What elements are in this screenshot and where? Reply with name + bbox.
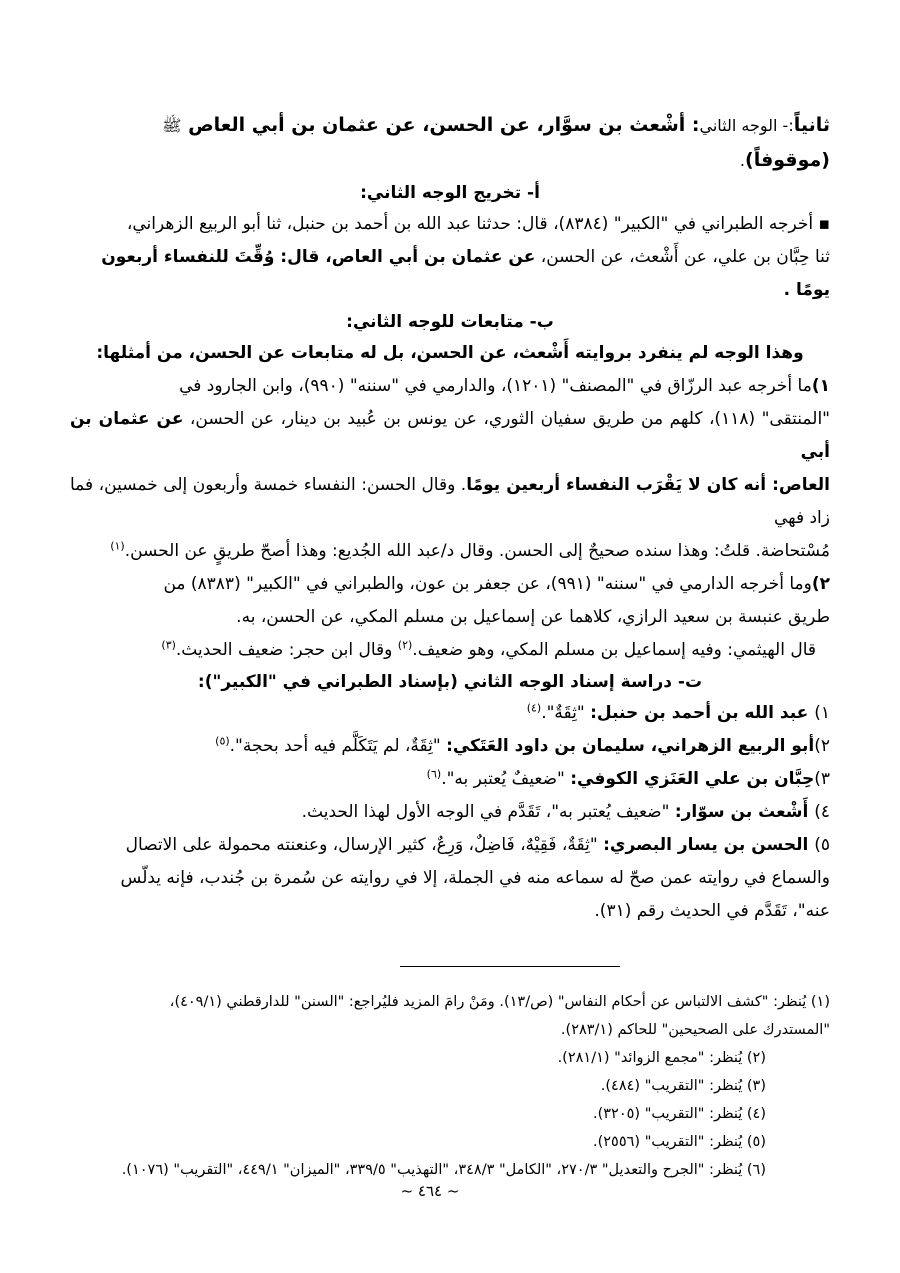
takhrij-heading: أ- تخريج الوجه الثاني: <box>360 183 540 203</box>
mutabaat-heading: ب- متابعات للوجه الثاني: <box>346 312 554 332</box>
item2-line-2: طريق عنبسة بن سعيد الرازي، كلاهما عن إسماعيل بن مسلم المكي، عن الحسن، به. <box>236 607 830 627</box>
footnote-ref-2: (٢) <box>397 638 413 652</box>
footnote-separator-area <box>70 928 830 988</box>
item1-line-3: العاص: أنه كان لا يَقْرَب النفساء أربعين يومًا. وقال الحسن: النفساء خمسة وأربعون إلى خمسين، فما زاد فهي <box>70 475 830 528</box>
section-chain: : أشْعث بن سوَّار، عن الحسن، عن عثمان بن أبي العاص <box>188 114 700 136</box>
item2-line-1: ٢)وما أخرجه الدارمي في "سننه" (٩٩١)، عن جعفر بن عون، والطبراني في "الكبير" (٨٣٨٣) من <box>163 574 830 594</box>
page-number: ~ ٤٦٤ ~ <box>400 1182 460 1200</box>
mutabaat-intro: وهذا الوجه لم ينفرد بروايته أَشْعث، عن الحسن، بل له متابعات عن الحسن، من أمثلها: <box>96 343 804 363</box>
footnote-4: (٤) يُنظر: "التقريب" (٣٢٠٥). <box>592 1106 766 1122</box>
footnote-5: (٥) يُنظر: "التقريب" (٢٥٥٦). <box>592 1134 766 1150</box>
section-tag: (موقوفاً) <box>745 149 830 171</box>
page-body <box>70 108 830 1200</box>
section-heading: ثانياً:- الوجه الثاني: أشْعث بن سوَّار، عن الحسن، عن عثمان بن أبي العاص ﷺ (موقوفاً). <box>162 114 830 171</box>
dirasa-heading: ت- دراسة إسناد الوجه الثاني (بإسناد الطبراني في "الكبير"): <box>197 672 703 692</box>
narrator-5-line-2: والسماع في روايته عمن صحّ له سماعه منه في الجملة، إلا في روايته عن سُمرة بن جُندب، فإنه يدلّس <box>120 868 830 888</box>
item1-line-2: "المنتقى" (١١٨)، كلهم من طريق سفيان الثوري، عن يونس بن عُبيد بن دينار، عن الحسن، عن عثمان بن أبي <box>70 409 830 462</box>
section-title: :- الوجه الثاني <box>699 116 794 135</box>
item2-line-3: قال الهيثمي: وفيه إسماعيل بن مسلم المكي، وهو ضعيف.$^{(٢)}$ وقال ابن حجر: ضعيف الحديث.$^{(٣)}$ <box>161 638 816 660</box>
item1-line-1: ١)ما أخرجه عبد الرزّاق في "المصنف" (١٢٠١)، والدارمي في "سننه" (٩٩٠)، وابن الجارود في <box>179 376 830 396</box>
footnote-ref-4: (٤) <box>526 701 542 715</box>
footnote-2: (٢) يُنظر: "مجمع الزوائد" (٢٨١/١). <box>557 1050 766 1066</box>
footnote-1-line-2: "المستدرك على الصحيحين" للحاكم (٢٨٣/١). <box>560 1022 830 1038</box>
footnote-separator <box>400 966 620 967</box>
narrator-4: ٤) أَشْعث بن سوّار: "ضعيف يُعتبر به"، تَقَدَّم في الوجه الأول لهذا الحديث. <box>301 802 830 822</box>
narrator-5-line-1: ٥) الحسن بن يسار البصري: "ثِقَةٌ، فَقِيْهٌ، فَاضِلٌ، وَرِعٌ، كثير الإرسال، وعنعنته محمولة على الاتصال <box>125 835 830 855</box>
footnote-1-line-1: (١) يُنظر: "كشف الالتباس عن أحكام النفاس" (ص/١٣). ومَنْ رامَ المزيد فليُراجع: "السنن" للدارقطني (٤٠٩/١)، <box>169 994 830 1010</box>
honorific: ﷺ <box>162 116 182 135</box>
takhrij-line-2: ثنا حِبَّان بن علي، عن أَشْعث، عن الحسن، عن عثمان بن أبي العاص، قال: وُقِّتَ للنفساء أربعون يومًا . <box>101 247 830 300</box>
footnote-ref-3: (٣) <box>161 638 176 652</box>
section-label: ثانياً <box>793 114 830 136</box>
narrator-5-line-3: عنه"، تَقَدَّم في الحديث رقم (٣١). <box>594 901 830 921</box>
item1-line-4: مُسْتحاضة. قلتُ: وهذا سنده صحيحٌ إلى الحسن. وقال د/عبد الله الجُديع: وهذا أصحّ طريقٍ عن الحسن.$^{(١)}$ <box>110 539 830 561</box>
narrator-1: ١) عبد الله بن أحمد بن حنبل: "ثِقَةٌ".$^{(٤)}$ <box>526 701 830 723</box>
narrator-3: ٣)حِبَّان بن علي العَنَزي الكوفي: "ضعيفٌ يُعتبر به".$^{(٦)}$ <box>426 767 830 789</box>
footnote-3: (٣) يُنظر: "التقريب" (٤٨٤). <box>600 1078 766 1094</box>
takhrij-line-1: ▪ أخرجه الطبراني في "الكبير" (٨٣٨٤)، قال: حدثنا عبد الله بن أحمد بن حنبل، ثنا أبو الربيع الزهراني، <box>126 214 830 234</box>
footnote-6: (٦) يُنظر: "الجرح والتعديل" ٢٧٠/٣، "الكامل" ٣٤٨/٣، "التهذيب" ٣٣٩/٥، "الميزان" ٤٤٩/١، "التقريب" (١٠٧٦). <box>121 1162 766 1178</box>
footnotes <box>70 988 830 1184</box>
footnote-ref-6: (٦) <box>426 767 442 781</box>
footnote-ref-5: (٥) <box>215 734 230 748</box>
footnote-ref-1: (١) <box>110 539 125 553</box>
narrator-2: ٢)أبو الربيع الزهراني، سليمان بن داود العَتَكي: "ثِقَةٌ، لم يَتَكَلَّم فيه أحد بحجة".$^{(٥)}$ <box>215 734 830 756</box>
